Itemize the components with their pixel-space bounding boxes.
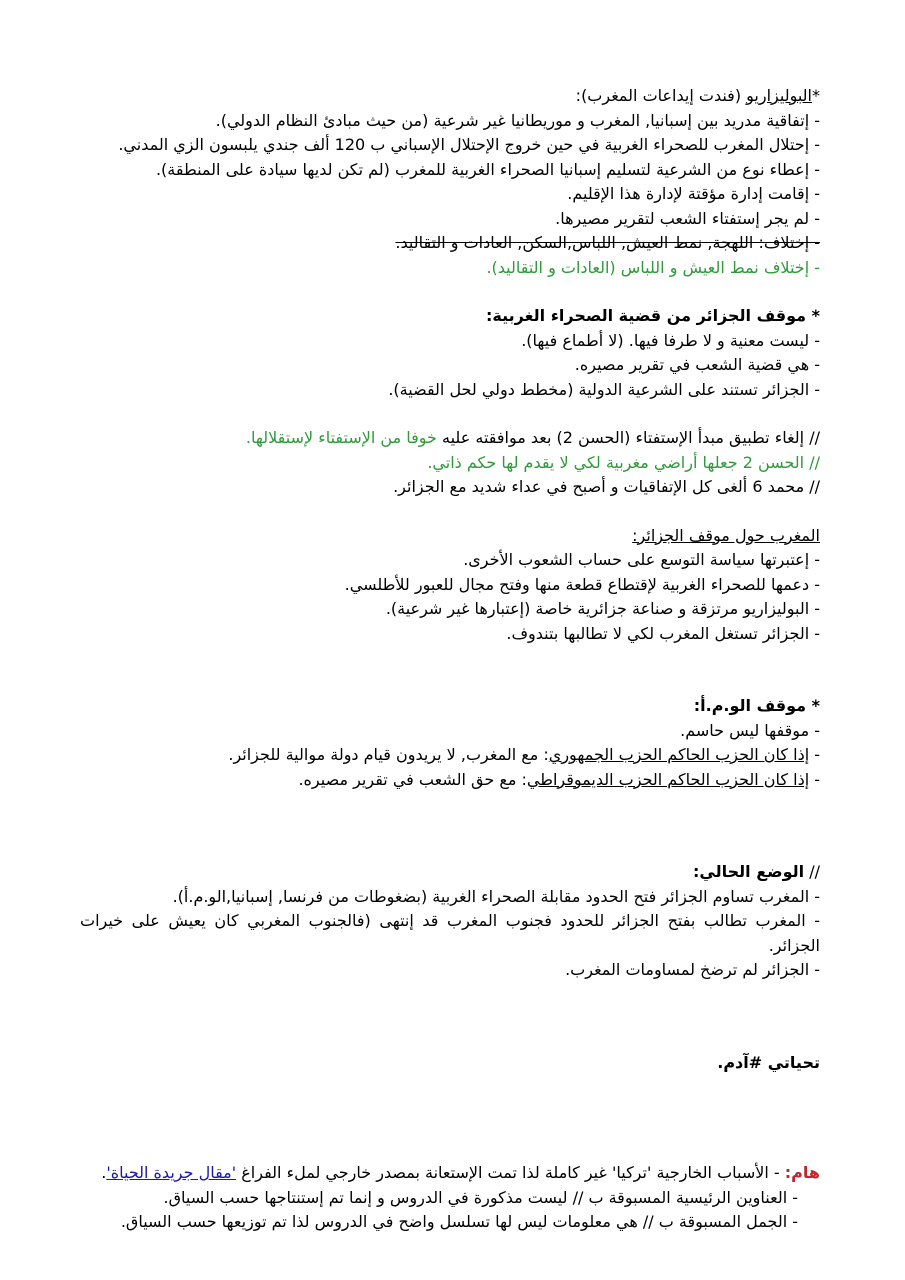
list-item: - المغرب تطالب بفتح الجزائر للحدود فجنوب المغرب قد إنتهى (فالجنوب المغربي كان يعيش على خيرات الجزائر. — [80, 911, 820, 955]
note-line-mohammed: // محمد 6 ألغى كل الإتفاقيات و أصبح في عداء شديد مع الجزائر. — [393, 477, 820, 496]
section-algeria-position-heading: * موقف الجزائر من قضية الصحراء الغربية: — [486, 306, 820, 325]
section-current-situation-heading — [80, 860, 820, 885]
note-text-end: . — [101, 1163, 107, 1182]
list-item-democrat — [80, 768, 820, 793]
important-note-line — [80, 1161, 820, 1186]
section-morocco-heading: المغرب حول موقف الجزائر: — [632, 525, 820, 545]
note-line-hassan: // الحسن 2 جعلها أراضي مغربية لكي لا يقدم لها حكم ذاتي. — [427, 452, 820, 472]
note-item: - الجمل المسبوقة ب // هي معلومات ليس لها تسلسل واضح في الدروس لذا تم توزيعها حسب السياق. — [120, 1212, 798, 1231]
list-item: - لم يجر إستفتاء الشعب لتقرير مصيرها. — [555, 208, 820, 228]
note-line-referendum — [80, 426, 820, 451]
section-polisario-heading — [80, 84, 820, 109]
underlined-phrase: إذا كان الحزب الحاكم الحزب الجمهوري — [548, 745, 810, 764]
list-item: - ليست معنية و لا طرفا فيها. (لا أطماع فيها). — [521, 330, 820, 350]
list-item: - إعتبرتها سياسة التوسع على حساب الشعوب الأخرى. — [463, 550, 820, 569]
list-item: - المغرب تساوم الجزائر فتح الحدود مقابلة الصحراء الغربية (بضغوطات من فرنسا, إسبانيا,الو.م.أ). — [172, 886, 820, 906]
green-list-item: - إختلاف نمط العيش و اللباس (العادات و التقاليد). — [486, 257, 820, 277]
list-item: - الجزائر تستند على الشرعية الدولية (مخطط دولي لحل القضية). — [388, 379, 820, 399]
signature: تحياتي #آدم. — [717, 1052, 820, 1072]
document-page — [80, 84, 820, 1235]
list-item: - الجزائر لم ترضخ لمساومات المغرب. — [565, 960, 820, 979]
underlined-phrase: إذا كان الحزب الحاكم الحزب الديموقراطي — [526, 769, 810, 789]
important-label: هام: — [784, 1163, 820, 1182]
bullet: - — [809, 745, 820, 764]
item-text: : مع حق الشعب في تقرير مصيره. — [298, 769, 527, 789]
heading-prefix: // — [804, 862, 820, 881]
list-item: - إعطاء نوع من الشرعية لتسليم إسبانيا الصحراء الغربية للمغرب (لم تكن لديها سيادة على المنطقة). — [155, 159, 820, 179]
list-item: - البوليزاريو مرتزقة و صناعة جزائرية خاصة (إعتبارها غير شرعية). — [385, 599, 820, 618]
list-item: - إقامت إدارة مؤقتة لإدارة هذا الإقليم. — [567, 184, 820, 203]
list-item-republican — [80, 743, 820, 768]
section-usa-heading: * موقف الو.م.أ: — [693, 696, 820, 715]
al-hayat-article-link[interactable]: 'مقال جريدة الحياة' — [106, 1163, 237, 1182]
current-situation-title: الوضع الحالي: — [693, 862, 805, 881]
list-item: - إتفاقية مدريد بين إسبانيا, المغرب و موريطانيا غير شرعية (من حيث مبادئ النظام الدولي). — [215, 110, 820, 130]
item-text: : مع المغرب, لا يريدون قيام دولة موالية للجزائر. — [228, 745, 549, 764]
list-item: - الجزائر تستغل المغرب لكي لا تطالبها بتندوف. — [506, 623, 820, 643]
note-text-green: خوفا من الإستفتاء لإستقلالها. — [245, 428, 437, 447]
struck-list-item: - إختلاف: اللهجة, نمط العيش, اللباس,السكن, العادات و التقاليد. — [395, 233, 820, 252]
note-text: // إلغاء تطبيق مبدأ الإستفتاء (الحسن 2) بعد موافقته عليه — [436, 428, 820, 447]
list-item: - دعمها للصحراء الغربية لإقتطاع قطعة منها وفتح مجال للعبور للأطلسي. — [344, 574, 820, 594]
polisario-title-rest: (فندت إيداعات المغرب): — [575, 86, 747, 105]
list-item: - إحتلال المغرب للصحراء الغربية في حين خروج الإحتلال الإسباني ب 120 ألف جندي يلبسون الزي المدني. — [118, 135, 820, 154]
list-item: - موقفها ليس حاسم. — [680, 720, 820, 740]
heading-star: * — [812, 86, 820, 105]
note-text: - الأسباب الخارجية 'تركيا' غير كاملة لذا تمت الإستعانة بمصدر خارجي لملء الفراغ — [236, 1163, 785, 1182]
note-item: - العناوين الرئيسية المسبوقة ب // ليست مذكورة في الدروس و إنما تم إستنتاجها حسب السياق. — [163, 1187, 798, 1207]
bullet: - — [809, 769, 820, 789]
polisario-title: البوليزاريو — [746, 86, 812, 105]
list-item: - هي قضية الشعب في تقرير مصيره. — [574, 355, 820, 374]
